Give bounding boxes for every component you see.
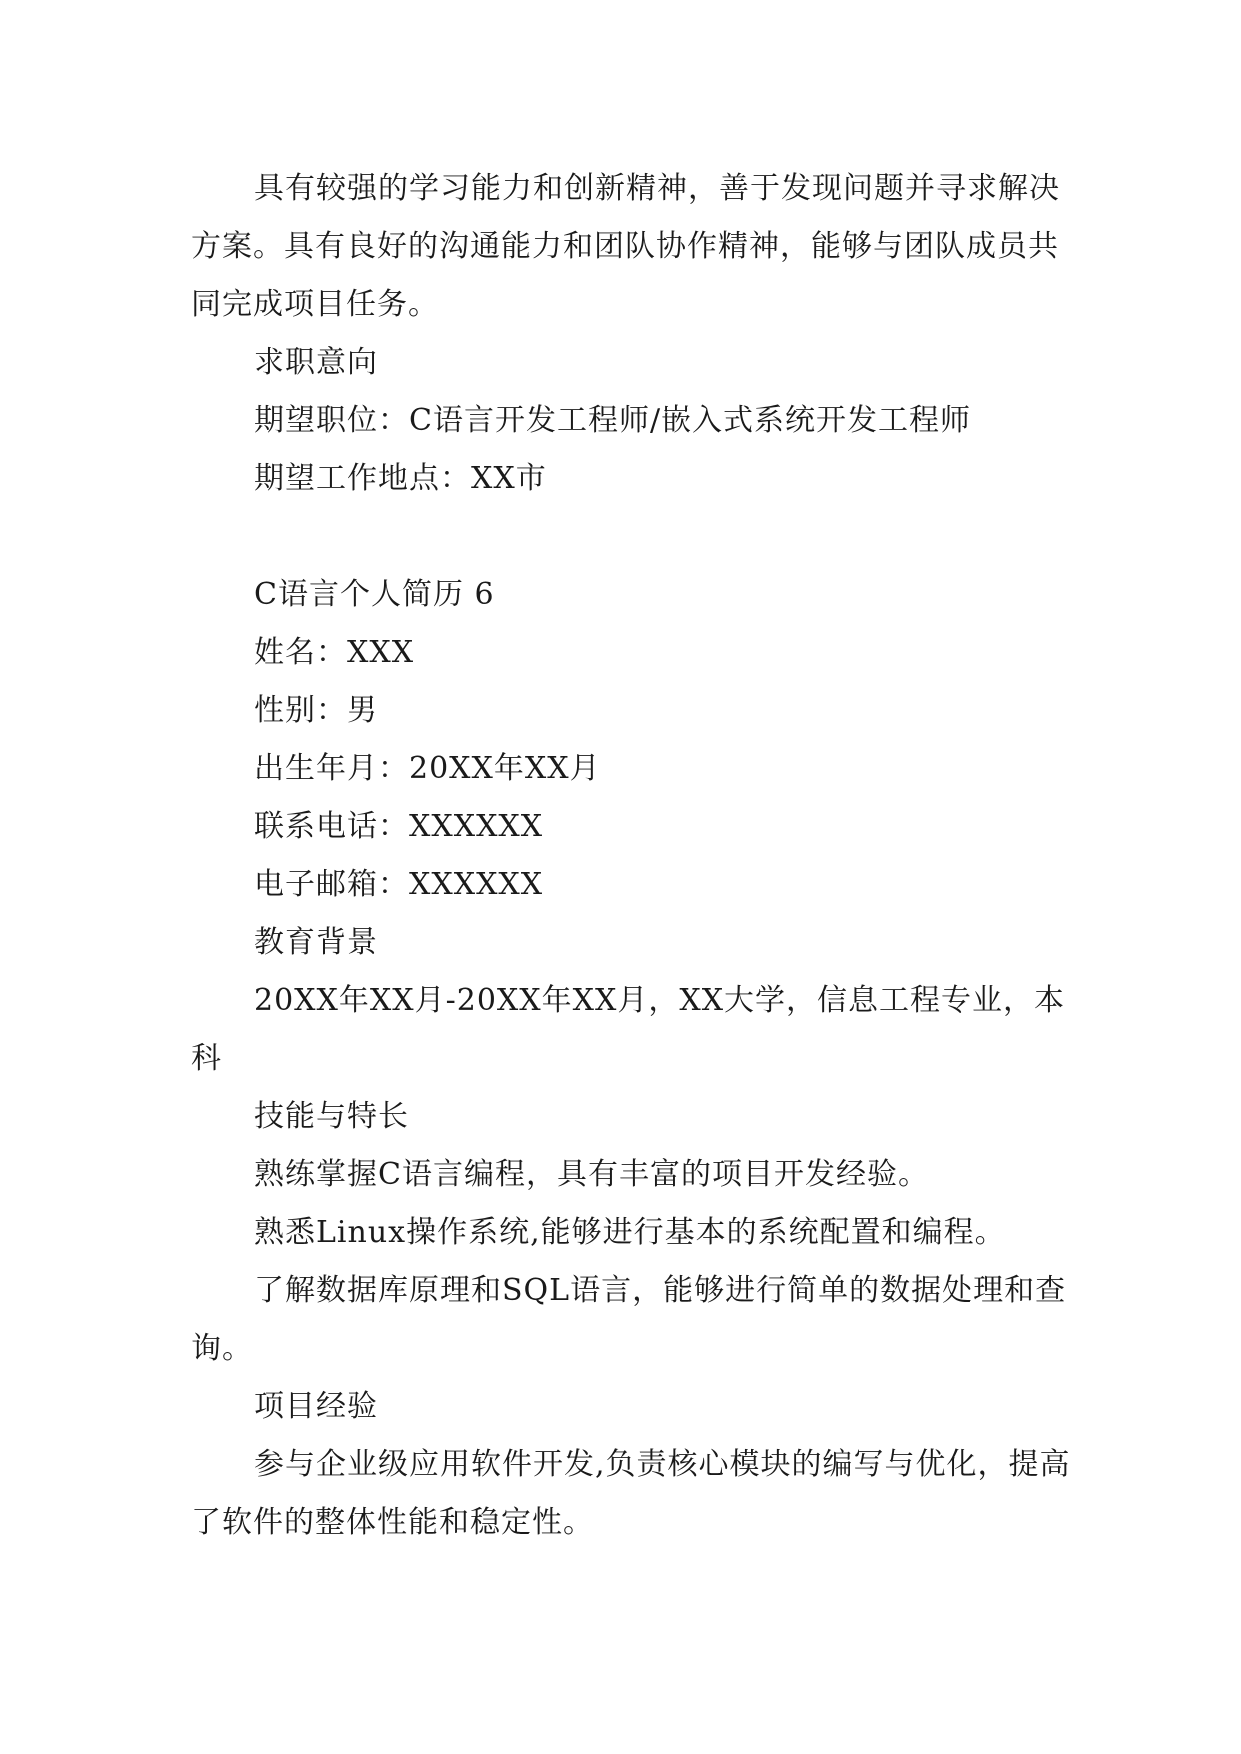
birth-line: 出生年月：20XX年XX月 xyxy=(254,751,601,786)
education-heading: 教育背景 xyxy=(254,925,378,960)
skills-heading: 技能与特长 xyxy=(254,1099,409,1134)
desired-position: 期望职位：C语言开发工程师/嵌入式系统开发工程师 xyxy=(254,403,972,438)
skill-item-sql: 了解数据库原理和SQL语言，能够进行简单的数据处理和查询。 xyxy=(191,1273,1067,1366)
document-body xyxy=(191,160,1071,1552)
job-intention-heading: 求职意向 xyxy=(254,345,378,380)
education-entry: 20XX年XX月-20XX年XX月，XX大学，信息工程专业，本科 xyxy=(191,983,1066,1076)
projects-heading: 项目经验 xyxy=(254,1389,378,1424)
desired-location: 期望工作地点：XX市 xyxy=(254,461,547,496)
section-spacer xyxy=(191,508,1071,566)
skill-item-linux: 熟悉Linux操作系统,能够进行基本的系统配置和编程。 xyxy=(254,1215,1006,1250)
gender-line: 性别：男 xyxy=(254,693,378,728)
name-line: 姓名：XXX xyxy=(254,635,415,670)
resume-title: C语言个人简历 6 xyxy=(254,577,495,612)
phone-line: 联系电话：XXXXXX xyxy=(254,809,544,844)
ability-paragraph: 具有较强的学习能力和创新精神，善于发现问题并寻求解决方案。具有良好的沟通能力和团队协作精神，能够与团队成员共同完成项目任务。 xyxy=(191,171,1060,322)
project-item: 参与企业级应用软件开发,负责核心模块的编写与优化，提高了软件的整体性能和稳定性。 xyxy=(191,1447,1071,1540)
email-line: 电子邮箱：XXXXXX xyxy=(254,867,544,902)
skill-item-c: 熟练掌握C语言编程，具有丰富的项目开发经验。 xyxy=(254,1157,929,1192)
